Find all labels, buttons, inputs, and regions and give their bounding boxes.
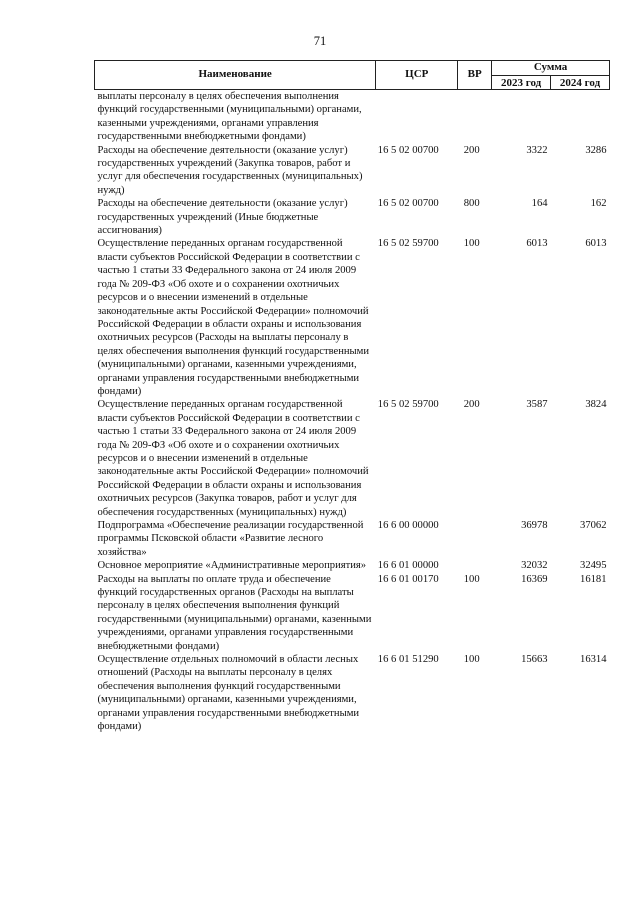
row-sum-2024: 32495 [580, 560, 607, 572]
row-csr: 16 6 01 00170 [377, 573, 439, 585]
header-csr: ЦСР [376, 61, 458, 90]
row-csr [376, 90, 458, 144]
header-name: Наименование [95, 61, 376, 90]
table-row [95, 197, 610, 237]
row-csr: 16 6 00 00000 [377, 520, 439, 531]
row-csr: 16 5 02 00700 [377, 144, 439, 156]
row-sum-2023: 6013 [526, 238, 548, 250]
row-vr: 100 [463, 238, 480, 250]
row-name: Подпрограмма «Обеспечение реализации государственной программы Псковской области «Развитие лесного хозяйства» [97, 520, 364, 558]
row-name: Осуществление переданных органам государственной власти субъектов Российской Федерации в соответствии с частью 1 статьи 33 Федерального закона от 24 июля 2009 года № 209-ФЗ «Об охоте и о сохранении охотничьих ресурсов и о внесении изменений в отдельные законодательные акты Российской Федерации» полномочий Российской Федерации в области охраны и использования охотничьих ресурсов (Расходы на выплаты персоналу в целях обеспечения выполнения функций государственными (муниципальными) органами, казенными учреждениями, органами управления государственными внебюджетными фондами) [97, 238, 370, 397]
row-sum-2024: 6013 [585, 238, 607, 250]
row-name: Осуществление переданных органам государственной власти субъектов Российской Федерации в соответствии с частью 1 статьи 33 Федерального закона от 24 июля 2009 года № 209-ФЗ «Об охоте и о сохранении охотничьих ресурсов и о внесении изменений в отдельные законодательные акты Российской Федерации» полномочий Российской Федерации в области охраны и использования охотничьих ресурсов (Закупка товаров, работ и услуг для обеспечения государственных (муниципальных) нужд) [97, 399, 369, 518]
budget-table [94, 60, 610, 734]
table-row [95, 90, 610, 144]
row-vr [458, 90, 492, 144]
row-sum-2024: 37062 [580, 520, 607, 531]
table-row [95, 237, 610, 398]
row-sum-2024: 162 [590, 198, 607, 210]
row-sum-2024: 16181 [580, 573, 607, 585]
row-name: выплаты персоналу в целях обеспечения выполнения функций государственными (муниципальными) органами, казенными учреждениями, органами управления государственными внебюджетными фондами) [97, 91, 362, 143]
row-sum-2023: 36978 [521, 520, 548, 531]
table-row [95, 653, 610, 733]
row-sum-2023: 15663 [521, 654, 548, 666]
row-name: Расходы на обеспечение деятельности (оказание услуг) государственных учреждений (Закупка товаров, работ и услуг для обеспечения государственных (муниципальных) нужд) [97, 144, 363, 196]
row-vr [458, 519, 492, 559]
row-vr: 100 [463, 654, 480, 666]
header-year-2024: 2024 год [551, 76, 610, 90]
row-csr: 16 6 01 00000 [377, 560, 439, 572]
row-name: Расходы на обеспечение деятельности (оказание услуг) государственных учреждений (Иные бюджетные ассигнования) [97, 198, 348, 237]
row-csr: 16 5 02 59700 [377, 399, 439, 411]
row-sum-2023: 32032 [521, 560, 548, 572]
table-row [95, 559, 610, 572]
row-sum-2023 [492, 90, 551, 144]
row-sum-2023: 164 [531, 198, 548, 210]
row-vr: 200 [463, 399, 480, 411]
row-sum-2024 [551, 90, 610, 144]
row-vr: 800 [463, 198, 480, 210]
row-csr: 16 6 01 51290 [377, 654, 439, 666]
table-row [95, 398, 610, 519]
row-sum-2024: 16314 [580, 654, 607, 666]
table-row [95, 519, 610, 559]
header-sum: Сумма [492, 61, 610, 76]
row-csr: 16 5 02 59700 [377, 238, 439, 250]
row-sum-2023: 3322 [526, 144, 548, 156]
page-number: 71 [313, 34, 327, 48]
row-name: Расходы на выплаты по оплате труда и обеспечение функций государственных органов (Расходы на выплаты персоналу в целях обеспечения выполнения функций государственными (муниципальными) органами, казенными учреждениями, органами управления государственными внебюджетными фондами) [97, 573, 372, 652]
row-sum-2023: 16369 [521, 573, 548, 585]
row-vr [458, 559, 492, 572]
table-header [95, 61, 610, 90]
row-csr: 16 5 02 00700 [377, 198, 439, 210]
row-sum-2023: 3587 [526, 399, 548, 411]
header-year-2023: 2023 год [492, 76, 551, 90]
row-sum-2024: 3824 [585, 399, 607, 411]
row-vr: 200 [463, 144, 480, 156]
table-row [95, 144, 610, 198]
header-vr: ВР [458, 61, 492, 90]
table-row [95, 573, 610, 653]
row-sum-2024: 3286 [585, 144, 607, 156]
row-name: Осуществление отдельных полномочий в области лесных отношений (Расходы на выплаты персоналу в целях обеспечения выполнения функций государственными (муниципальными) органами, казенными учреждениями, органами управления государственными внебюджетными фондами) [97, 654, 360, 733]
row-vr: 100 [463, 573, 480, 585]
row-name: Основное мероприятие «Административные мероприятия» [97, 560, 367, 572]
